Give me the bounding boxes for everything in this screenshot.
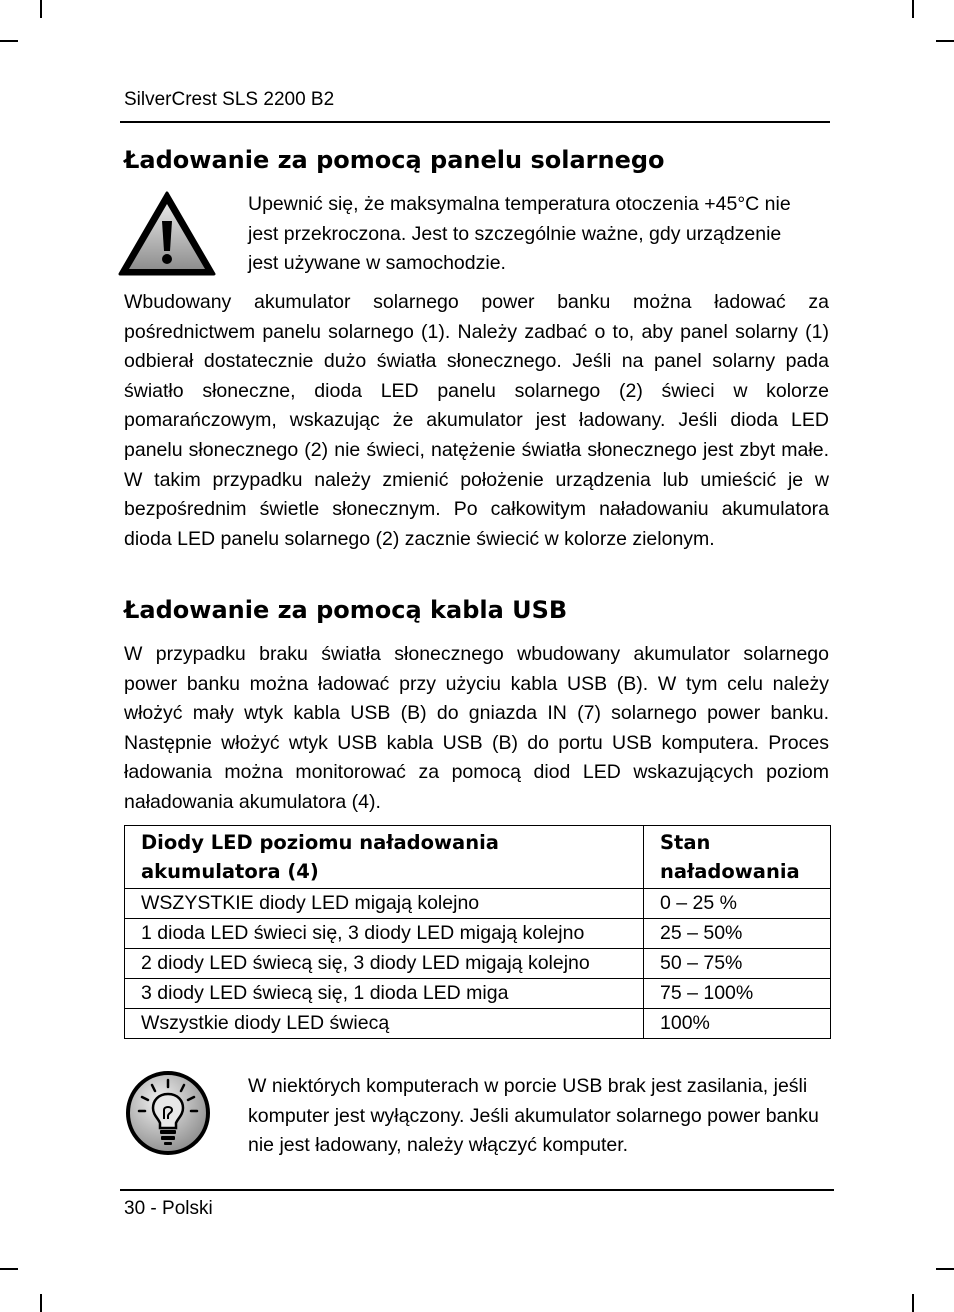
table-header-row xyxy=(125,826,831,889)
crop-mark xyxy=(40,1294,42,1312)
page-number: 30 - Polski xyxy=(124,1198,213,1219)
warning-triangle-icon xyxy=(118,191,216,277)
table-cell-state: 25 – 50% xyxy=(644,919,831,949)
warning-note: Upewnić się, że maksymalna temperatura otoczenia +45°C nie jest przekroczona. Jest to szczególnie ważne, gdy urządzenie jest używane w samochodzie. xyxy=(248,193,791,275)
table-row xyxy=(125,979,831,1009)
table-cell-state: 0 – 25 % xyxy=(644,889,831,919)
led-status-table xyxy=(124,825,831,1039)
table-row xyxy=(125,949,831,979)
table-cell-state: 75 – 100% xyxy=(644,979,831,1009)
table-cell-state: 100% xyxy=(644,1009,831,1039)
crop-mark xyxy=(0,40,18,42)
tip-note: W niektórych komputerach w porcie USB brak jest zasilania, jeśli komputer jest wyłączony. Jeśli akumulator solarnego power banku nie jest ładowany, należy włączyć komputer. xyxy=(248,1075,819,1157)
footer-rule xyxy=(120,1189,834,1191)
table-row xyxy=(125,889,831,919)
column-header-state: Stan naładowania xyxy=(644,826,831,889)
crop-mark xyxy=(912,0,914,18)
document-header: SilverCrest SLS 2200 B2 xyxy=(124,89,335,110)
table-cell-state: 50 – 75% xyxy=(644,949,831,979)
crop-mark xyxy=(912,1294,914,1312)
section-heading-solar: Ładowanie za pomocą panelu solarnego xyxy=(124,146,665,174)
header-rule xyxy=(120,121,830,123)
column-header-led: Diody LED poziomu naładowania akumulatora (4) xyxy=(125,826,644,889)
section-heading-usb: Ładowanie za pomocą kabla USB xyxy=(124,596,568,624)
table-cell-led: Wszystkie diody LED świecą xyxy=(125,1009,644,1039)
usb-charging-paragraph: W przypadku braku światła słonecznego wbudowany akumulator solarnego power banku można ładować przy użyciu kabla USB (B). W tym celu należy włożyć mały wtyk kabla USB (B) do gniazda IN (7) solarnego power banku. Następnie włożyć wtyk USB kabla USB (B) do portu USB komputera. Proces ładowania można monitorować za pomocą diod LED wskazujących poziom naładowania akumulatora (4). xyxy=(124,643,829,813)
table-cell-led: WSZYSTKIE diody LED migają kolejno xyxy=(125,889,644,919)
solar-charging-paragraph: Wbudowany akumulator solarnego power banku można ładować za pośrednictwem panelu solarnego (1). Należy zadbać o to, aby panel solarny (1) odbierał dostatecznie dużo światła słonecznego. Jeśli na panel solarny pada światło słoneczne, dioda LED panelu solarnego (2) świeci w kolorze pomarańczowym, wskazując że akumulator jest ładowany. Jeśli dioda LED panelu słonecznego (2) nie świeci, natężenie światła słonecznego jest zbyt małe. W takim przypadku należy zmienić położenie urządzenia lub umieścić je w bezpośrednim świetle słonecznym. Po całkowitym naładowaniu akumulatora dioda LED panelu solarnego (2) zacznie świecić w kolorze zielonym. xyxy=(124,291,829,550)
crop-mark xyxy=(0,1268,18,1270)
table-cell-led: 1 dioda LED świeci się, 3 diody LED migają kolejno xyxy=(125,919,644,949)
table-row xyxy=(125,919,831,949)
lightbulb-icon xyxy=(125,1070,211,1156)
table-cell-led: 3 diody LED świecą się, 1 dioda LED miga xyxy=(125,979,644,1009)
crop-mark xyxy=(40,0,42,18)
crop-mark xyxy=(936,40,954,42)
table-cell-led: 2 diody LED świecą się, 3 diody LED migają kolejno xyxy=(125,949,644,979)
crop-mark xyxy=(936,1268,954,1270)
table-row xyxy=(125,1009,831,1039)
